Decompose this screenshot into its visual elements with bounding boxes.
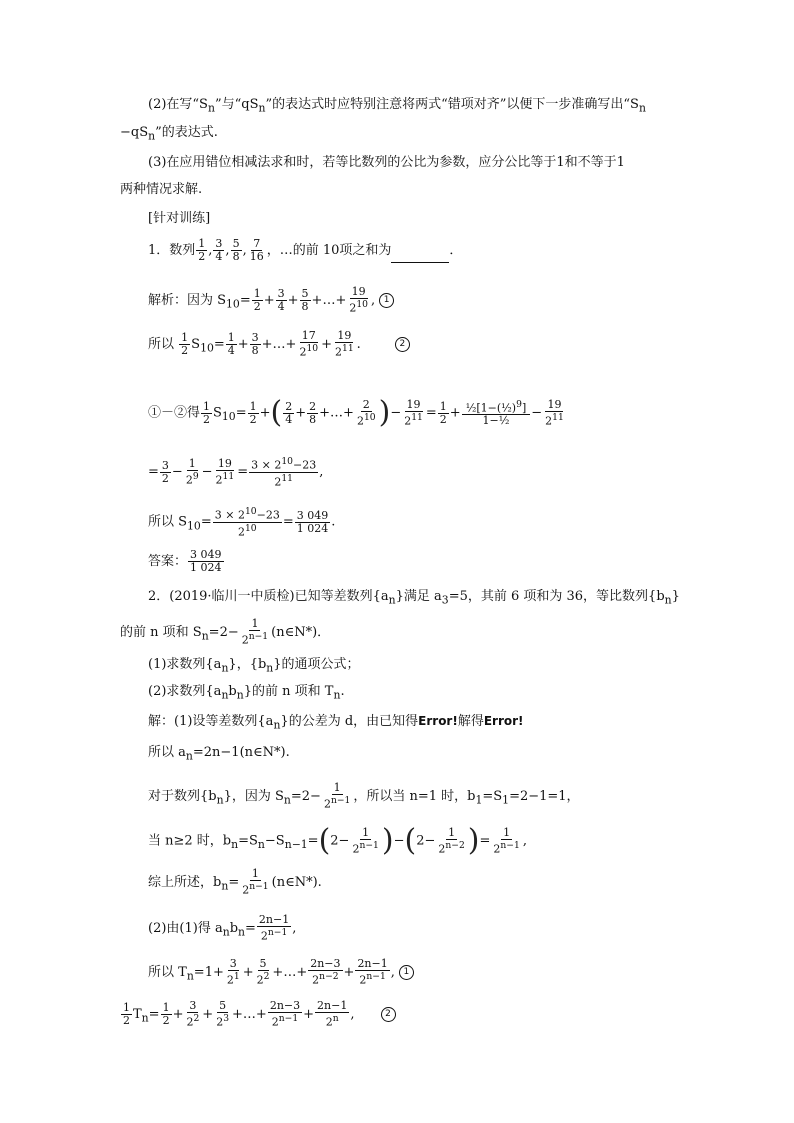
sol2-l3d: =S — [482, 788, 503, 804]
sol2-l5b: (n∈N*). — [271, 874, 322, 890]
q2-p2-c: . — [340, 684, 345, 699]
sol2-l2b: =2n−1(n∈N*). — [192, 745, 290, 760]
sol2-line7: 所以 $T_n=1+$ $\frac{3}{2^1}$ + $\frac{5}{2^2}$ +…+ $\frac{2n-3}{2^{n-2}}$ + $\frac{2n-1}{2^{n-1}}$ , 1 — [148, 958, 414, 987]
note-2-line1: (2)在写“$S_n$”与“$qS_n$”的表达式时应特别注意将两式“错项对齐”以便下一步准确写出“$S_n$ — [148, 97, 646, 115]
answer-blank — [391, 248, 449, 263]
sol2-line1: 解：(1)设等差数列$\{a_n\}$的公差为 d，由已知得Error!解得Error! — [148, 714, 524, 732]
sol2-line5: 综上所述，$b_n=$ $\frac{1}{2^{n-1}}$ (n∈N*). — [148, 867, 322, 897]
sol2-l2: 所以 a — [148, 745, 186, 760]
sol1-label: 解析：因为 S — [148, 292, 227, 308]
sol1-l2: 所以 — [148, 336, 175, 352]
sol2-line2: 所以 $a_n=2n-1(n\in N*)$. — [148, 745, 290, 763]
q2-text-b: }满足 a — [395, 589, 442, 604]
question-1: 1．数列 $\frac{1}{2}$ , $\frac{3}{4}$ , $\frac{5}{8}$ , $\frac{7}{16}$ ，…的前 10项之和为 ． — [148, 237, 463, 263]
sol2-l4: 当 n≥2 时，b — [148, 833, 232, 849]
sol2-line8: $\frac{1}{2}$ $T_n=$ $\frac{1}{2}$ + $\frac{3}{2^2}$ + $\frac{5}{2^3}$ +…+ $\frac{2n-3}{2^{n-1}}$ + $\frac{2n-1}{2^n}$ , 2 — [120, 1000, 396, 1029]
note-2-text-c: ”的表达式时应特别注意将两式“错项对齐”以便下一步准确写出“S — [265, 97, 639, 112]
q2-p1-c: }的通项公式； — [273, 657, 360, 672]
sol2-l3e: =2−1=1， — [509, 788, 580, 804]
sol2-l3b: }，因为 S — [223, 788, 284, 804]
q2-p1-b: }，{b — [228, 657, 267, 672]
note-3-line1: (3)在应用错位相减法求和时，若等比数列的公比为参数，应分公比等于1和不等于1 — [148, 155, 625, 170]
sol2-l6: (2)由(1)得 a — [148, 920, 223, 936]
sol1-line3: ①－②得 $\frac{1}{2}$ $S_{10}=$ $\frac{1}{2}$ +( $\frac{2}{4}$ + $\frac{2}{8}$ +…+ $\frac{2}{2^{10}}$ )− $\frac{19}{2^{11}}$ = $\frac{1}{2}$ + $\frac{\frac{1}{2}[1-(\frac{1}{2})^9]}{\text{1−½}}$ − $\frac{19}{2^{11}}$ — [148, 395, 564, 430]
sol2-a: 解：(1)设等差数列{a — [148, 714, 274, 729]
sol2-l3c: ，所以当 n=1 时，b — [353, 788, 476, 804]
q2-p1-a: (1)求数列{a — [148, 657, 222, 672]
note-3-line2: 两种情况求解. — [120, 182, 203, 197]
question-2-line2: 的前 n 项和 $S_n=2-$ $\frac{1}{2^{n-1}}$ (n∈N*)． — [120, 617, 331, 647]
q2-text-f: (n∈N*)． — [271, 624, 331, 640]
sol1-answer: 答案： $\frac{3 049}{1 024}$ — [148, 548, 222, 574]
answer-label: 答案： — [148, 554, 188, 569]
note-2-line2: $-qS_n$”的表达式. — [120, 125, 218, 143]
sol1-line4: = $\frac{3}{2}$ − $\frac{1}{2^9}$ − $\frac{19}{2^{11}}$ = $\frac{3 \times 2^{10}-23}{2^{11}}$ , — [148, 456, 324, 489]
note-2-text-a: (2)在写“S — [148, 97, 208, 112]
q2-p2-a: (2)求数列{a — [148, 684, 222, 699]
q2-p2-b: }的前 n 项和 T — [243, 684, 334, 699]
q2-text-c: =5，其前 6 项和为 36，等比数列{b — [448, 589, 665, 604]
q1-prefix: 1．数列 — [148, 243, 196, 258]
q1-end: ． — [449, 243, 463, 258]
question-2-part1: (1)求数列$\{a_n\}$，$\{b_n\}$的通项公式； — [148, 657, 360, 675]
sol2-line6: (2)由(1)得 $a_nb_n=$ $\frac{2n-1}{2^{n-1}}$ , — [148, 913, 297, 943]
note-2-text-b: ”与“qS — [214, 97, 259, 112]
sol1-line1: 解析：因为 $S_{10}=$ $\frac{1}{2}$ + $\frac{3}{4}$ + $\frac{5}{8}$ +…+ $\frac{19}{2^{10}}$ , 1 — [148, 286, 394, 315]
sol2-line4: 当 n≥2 时，$b_n=S_n-S_{n-1}=(2-$ $\frac{1}{2^{n-1}}$ )−(2− $\frac{1}{2^{n-2}}$ )= $\frac{1}{2^{n-1}}$ , — [148, 823, 527, 858]
sol2-l5: 综上所述，b — [148, 874, 222, 890]
circled-2b: 2 — [381, 1007, 396, 1022]
sol1-l3: ①－②得 — [148, 405, 201, 421]
sol2-mid: 解得 — [457, 714, 484, 729]
circled-1b: 1 — [399, 965, 414, 980]
sol1-line2: 所以 $\frac{1}{2}$ $S_{10}=$ $\frac{1}{4}$ + $\frac{3}{8}$ +…+ $\frac{17}{2^{10}}$ + $\frac{19}{2^{11}}$ . 2 — [148, 330, 410, 359]
circled-2: 2 — [395, 337, 410, 352]
sol1-l5: 所以 S — [148, 514, 188, 530]
q2-text-a: 2．(2019·临川一中质检)已知等差数列{a — [148, 589, 389, 604]
sol2-line3: 对于数列$\{b_n\}$，因为 $S_n=2-$ $\frac{1}{2^{n-1}}$ ，所以当 n=1 时，$b_1=S_1=2-1=1$， — [148, 781, 580, 811]
note-2-text-e: ”的表达式. — [155, 125, 218, 140]
sol2-l7: 所以 T — [148, 964, 187, 980]
training-heading: [针对训练] — [148, 211, 211, 226]
circled-1: 1 — [379, 293, 394, 308]
note-2-text-d: −qS — [120, 125, 149, 140]
sol2-b: }的公差为 d，由已知得 — [280, 714, 419, 729]
q2-text-d: } — [671, 589, 680, 604]
sol1-line5: 所以 $S_{10}=$ $\frac{3 \times 2^{10}-23}{2^{10}}$ = $\frac{3 049}{1 024}$ . — [148, 506, 336, 539]
q1-suffix: ，…的前 10项之和为 — [266, 243, 392, 258]
error-text-1: Error! — [418, 714, 458, 728]
error-text-2: Error! — [483, 714, 524, 728]
q2-text-e: 的前 n 项和 S — [120, 624, 202, 640]
question-2-part2: (2)求数列$\{a_nb_n\}$的前 n 项和 $T_n$. — [148, 684, 345, 702]
sol2-l3: 对于数列{b — [148, 788, 217, 804]
question-2-line1: 2．(2019·临川一中质检)已知等差数列$\{a_n\}$满足 $a_3=5$，其前 6 项和为 36，等比数列$\{b_n\}$ — [148, 589, 680, 607]
